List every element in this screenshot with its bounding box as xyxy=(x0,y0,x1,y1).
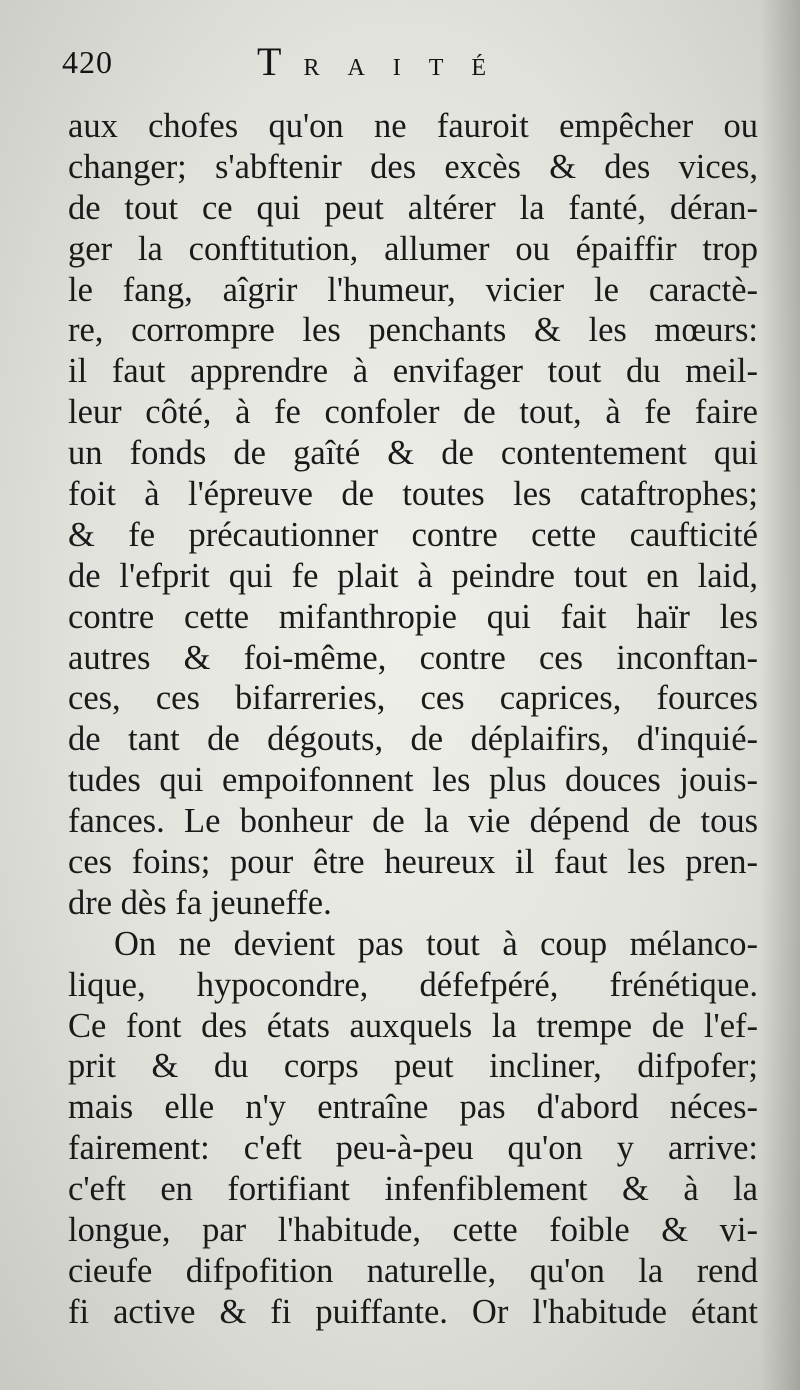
text-line: re, corrompre les penchants & les mœurs: xyxy=(68,311,758,350)
page-edge-shadow xyxy=(760,0,800,1390)
running-title xyxy=(257,38,514,85)
text-line: c'eft en fortifiant infenfiblement & à la xyxy=(68,1170,758,1209)
text-line: longue, par l'habitude, cette foible & vi- xyxy=(68,1211,758,1250)
text-line: autres & foi-même, contre ces inconftan- xyxy=(68,638,758,677)
text-line: & fe précautionner contre cette caufticité xyxy=(68,515,758,554)
text-line: Ce font des états auxquels la trempe de l'ef- xyxy=(68,1006,758,1045)
text-line: aux chofes qu'on ne fauroit empêcher ou xyxy=(68,107,758,145)
body-text xyxy=(68,106,758,1333)
text-line: de tant de dégouts, de déplaifirs, d'inquié- xyxy=(68,720,758,759)
text-line: foit à l'épreuve de toutes les cataftrophes; xyxy=(68,475,758,514)
page-header xyxy=(62,38,762,90)
text-line: il faut apprendre à envifager tout du meil- xyxy=(68,352,758,391)
text-line: un fonds de gaîté & de contentement qui xyxy=(68,434,758,473)
paragraph-2 xyxy=(68,924,758,1333)
text-line: On ne devient pas tout à coup mélanco- xyxy=(114,924,758,963)
text-line: tudes qui empoifonnent les plus douces jouis- xyxy=(68,761,758,800)
text-line: fi active & fi puiffante. Or l'habitude étant xyxy=(68,1292,758,1331)
text-line: cieufe difpofition naturelle, qu'on la rend xyxy=(68,1251,758,1290)
text-line: lique, hypocondre, défefpéré, frénétique. xyxy=(68,965,758,1004)
page-number: 420 xyxy=(62,44,113,80)
running-title-initial: T xyxy=(257,39,282,84)
text-line: ces, ces bifarreries, ces caprices, fources xyxy=(68,679,758,718)
text-line: contre cette mifanthropie qui fait haïr les xyxy=(68,597,758,636)
text-line: de l'efprit qui fe plait à peindre tout en laid, xyxy=(68,556,758,595)
running-title-rest: RAITÉ xyxy=(303,55,515,81)
text-line: fairement: c'eft peu-à-peu qu'on y arrive: xyxy=(68,1129,758,1168)
text-line: prit & du corps peut incliner, difpofer; xyxy=(68,1047,758,1086)
text-line: mais elle n'y entraîne pas d'abord néces- xyxy=(68,1088,758,1127)
text-line: de tout ce qui peut altérer la fanté, déran- xyxy=(68,188,758,227)
text-line: fances. Le bonheur de la vie dépend de tous xyxy=(68,802,758,841)
text-line: ger la conftitution, allumer ou épaiffir trop xyxy=(68,229,758,268)
text-line: leur côté, à fe confoler de tout, à fe faire xyxy=(68,393,758,432)
paragraph-1 xyxy=(68,106,758,924)
text-line: dre dès fa jeuneffe. xyxy=(68,883,332,922)
text-line: changer; s'abftenir des excès & des vices, xyxy=(68,147,758,186)
text-line: ces foins; pour être heureux il faut les pren- xyxy=(68,843,758,882)
text-line: le fang, aîgrir l'humeur, vicier le caractè- xyxy=(68,270,758,309)
